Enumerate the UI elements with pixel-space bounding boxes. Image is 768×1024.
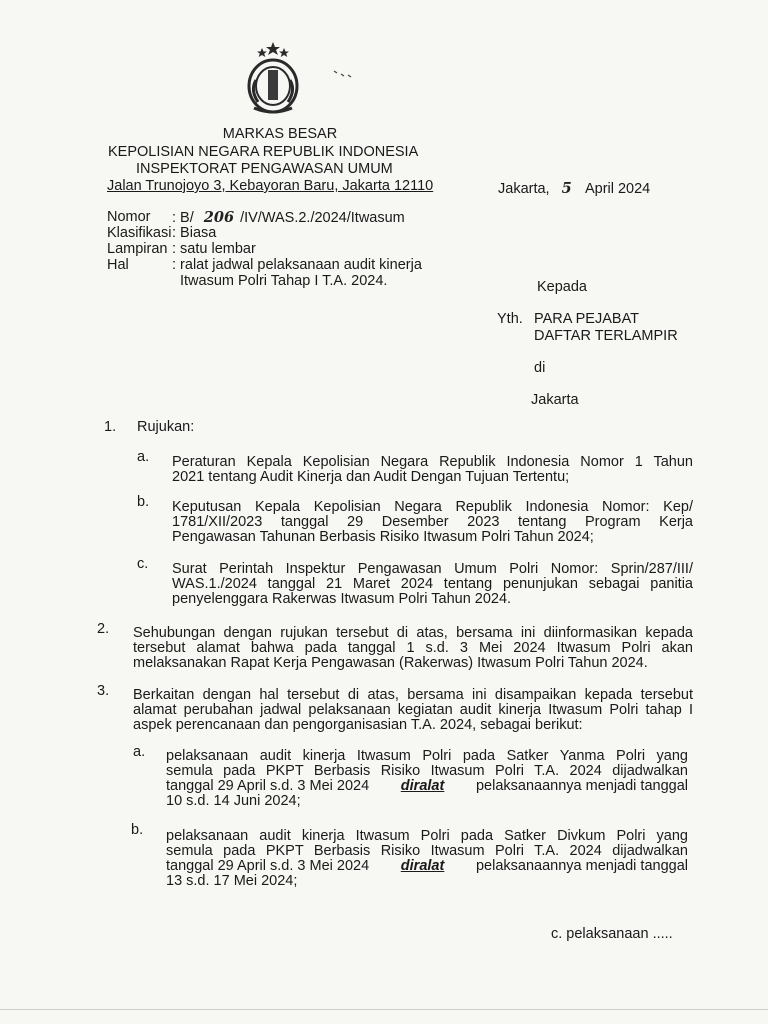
recipient-line-2: DAFTAR TERLAMPIR	[534, 328, 678, 344]
text-line: Sehubungan dengan rujukan tersebut di atas, bersama ini diinformasikan kepada	[133, 625, 693, 641]
text-line: Peraturan Kepala Kepolisian Negara Republik Indonesia Nomor 1 Tahun	[172, 454, 693, 470]
p2-text	[133, 626, 693, 671]
text-line: Keputusan Kepala Kepolisian Negara Republik Indonesia Nomor: Kep/	[172, 499, 693, 515]
p1c-text	[172, 562, 693, 607]
text-line: Berkaitan dengan hal tersebut di atas, bersama ini disampaikan kepada tersebut	[133, 687, 693, 703]
hal-value-2: Itwasum Polri Tahap I T.A. 2024.	[180, 273, 388, 289]
nomor-label: Nomor	[107, 209, 151, 225]
diralat-emphasis: diralat	[400, 778, 445, 794]
nomor-value	[172, 210, 405, 226]
p1c-label: c.	[137, 556, 149, 572]
text-segment: tanggal 29 April s.d. 3 Mei 2024	[166, 778, 370, 794]
p3a-label: a.	[133, 744, 146, 760]
text-line: penyelenggara Rakerwas Itwasum Polri Tahun 2024.	[172, 591, 512, 607]
text-line: semula pada PKPT Berbasis Risiko Itwasum Polri T.A. 2024 dijadwalkan	[166, 843, 688, 859]
recipient-line-1: PARA PEJABAT	[534, 311, 640, 327]
letter-date	[498, 181, 650, 197]
nomor-suffix: /IV/WAS.2./2024/Itwasum	[240, 210, 405, 226]
text-line: WAS.1./2024 tanggal 21 Maret 2024 tentang penunjukan sebagai panitia	[172, 576, 693, 592]
p3-text	[133, 688, 693, 733]
yth: Yth.	[497, 311, 523, 327]
hal-value-1: : ralat jadwal pelaksanaan audit kinerja	[172, 257, 422, 273]
text-line: pelaksanaan audit kinerja Itwasum Polri pada Satker Yanma Polri yang	[166, 748, 688, 764]
hal-label: Hal	[107, 257, 129, 273]
p1a-label: a.	[137, 449, 150, 465]
p3a-text	[166, 749, 688, 809]
kepada: Kepada	[537, 279, 587, 295]
page-edge-line	[0, 1009, 768, 1010]
text-segment: tanggal 29 April s.d. 3 Mei 2024	[166, 858, 370, 874]
recipient-city: Jakarta	[531, 392, 579, 408]
text-line: Pengawasan Tahunan Berbasis Risiko Itwasum Polri Tahun 2024;	[172, 529, 594, 545]
date-day: 5	[561, 180, 572, 197]
text-line: 13 s.d. 17 Mei 2024;	[166, 873, 298, 889]
text-line: semula pada PKPT Berbasis Risiko Itwasum Polri T.A. 2024 dijadwalkan	[166, 763, 688, 779]
klasifikasi-value: : Biasa	[172, 225, 217, 241]
p1-title: Rujukan:	[137, 419, 195, 435]
date-rest: April 2024	[584, 181, 651, 197]
text-segment: pelaksanaannya menjadi tanggal	[475, 858, 688, 874]
date-prefix: Jakarta,	[498, 181, 550, 197]
text-line: Surat Perintah Inspektur Pengawasan Umum Polri Nomor: Sprin/287/III/	[172, 561, 693, 577]
header-line-1: MARKAS BESAR	[222, 126, 338, 142]
header-line-3: INSPEKTORAT PENGAWASAN UMUM	[136, 161, 393, 177]
p3-number: 3.	[97, 683, 110, 699]
text-line	[166, 779, 688, 794]
text-line: alamat perubahan jadwal pelaksanaan kegiatan audit kinerja Itwasum Polri tahap I	[133, 702, 693, 718]
lampiran-label: Lampiran	[107, 241, 168, 257]
text-line: aspek perencanaan dan pengorganisasian T.A. 2024, sebagai berikut:	[133, 717, 583, 733]
p1-number: 1.	[104, 419, 117, 435]
p2-number: 2.	[97, 621, 110, 637]
nomor-prefix: : B/	[172, 210, 194, 226]
text-segment: pelaksanaannya menjadi tanggal	[475, 778, 688, 794]
text-line: melaksanakan Rapat Kerja Pengawasan (Rakerwas) Itwasum Polri Tahun 2024.	[133, 655, 648, 671]
nomor-number: 206	[203, 209, 235, 226]
text-line: tersebut alamat bahwa pada tanggal 1 s.d. 3 Mei 2024 Itwasum Polri akan	[133, 640, 693, 656]
lampiran-value: : satu lembar	[172, 241, 256, 257]
pen-mark	[332, 66, 358, 84]
p1b-label: b.	[137, 494, 150, 510]
klasifikasi-label: Klasifikasi	[107, 225, 172, 241]
p1b-text	[172, 500, 693, 545]
recipient-di: di	[534, 360, 546, 376]
header-line-2: KEPOLISIAN NEGARA REPUBLIK INDONESIA	[108, 144, 419, 160]
text-line: 1781/XII/2023 tanggal 29 Desember 2023 tentang Program Kerja	[172, 514, 693, 530]
text-line: pelaksanaan audit kinerja Itwasum Polri pada Satker Divkum Polri yang	[166, 828, 688, 844]
text-line	[166, 859, 688, 874]
p3b-label: b.	[131, 822, 144, 838]
continuation-note: c. pelaksanaan .....	[551, 926, 673, 942]
text-line: 10 s.d. 14 Juni 2024;	[166, 793, 301, 809]
text-line: 2021 tentang Audit Kinerja dan Audit Dengan Tujuan Tertentu;	[172, 469, 570, 485]
diralat-emphasis: diralat	[400, 858, 445, 874]
p3b-text	[166, 829, 688, 889]
police-emblem-icon	[240, 40, 306, 116]
p1a-text	[172, 455, 693, 485]
header-address: Jalan Trunojoyo 3, Kebayoran Baru, Jakarta 12110	[107, 178, 434, 194]
